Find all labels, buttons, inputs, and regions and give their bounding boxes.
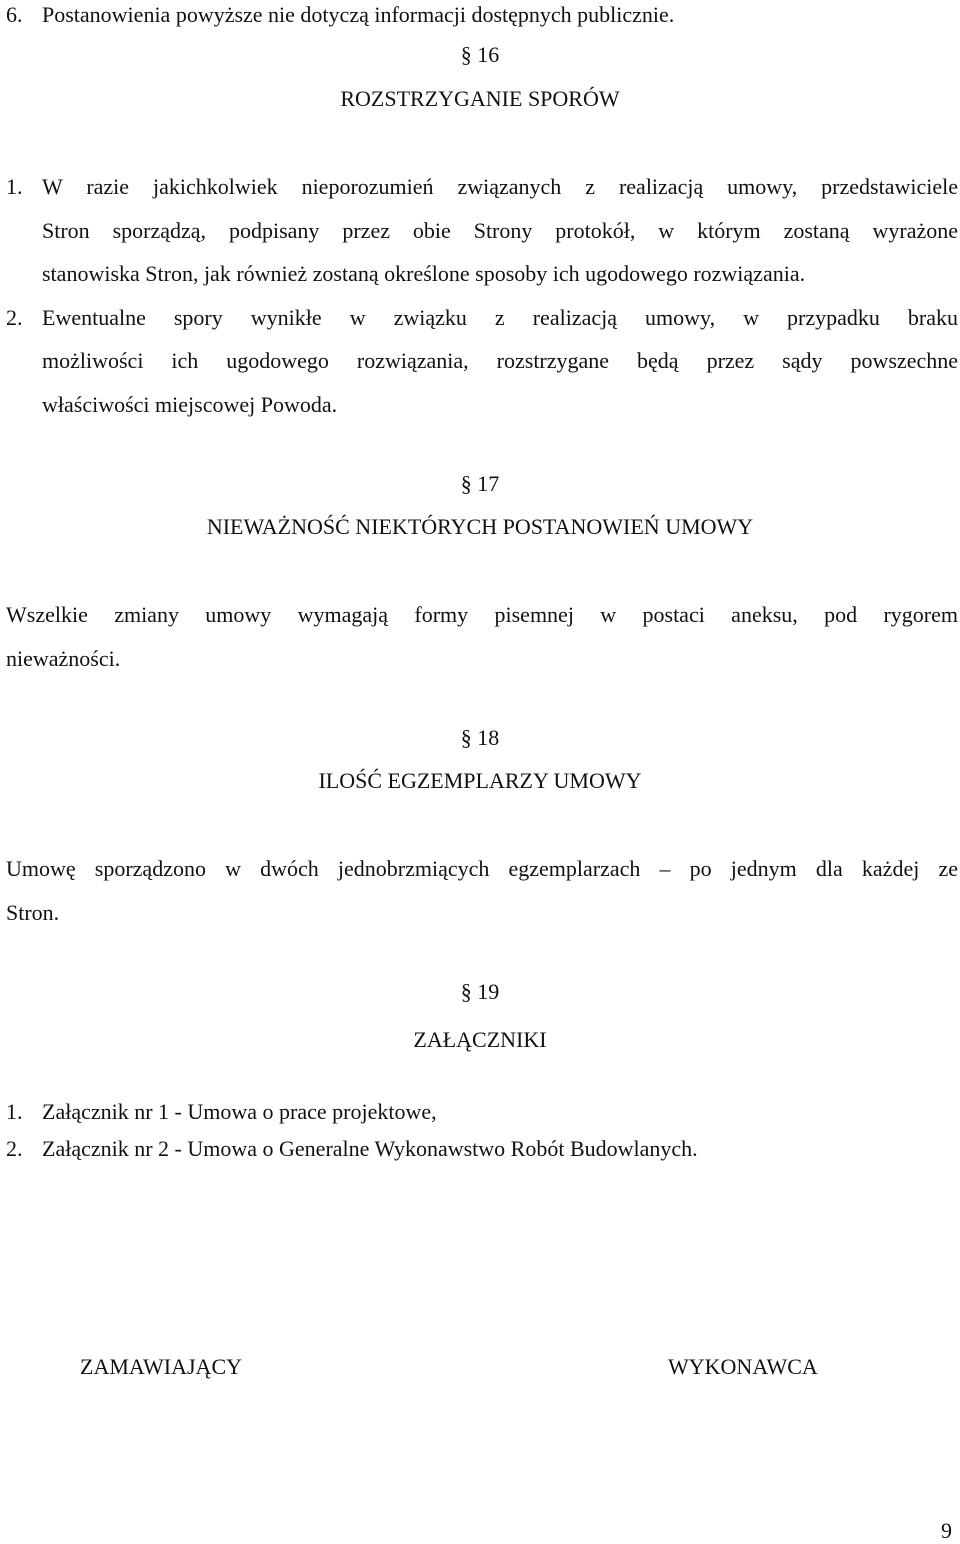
item-6-text: Postanowienia powyższe nie dotyczą informacji dostępnych publicznie. (42, 2, 675, 27)
section-16-p1-number: 1. (6, 174, 23, 199)
page-number: 9 (941, 1518, 952, 1543)
section-16-p1-line-2: Stron sporządzą, podpisany przez obie Strony protokół, w którym zostaną wyrażone (42, 218, 958, 243)
section-19-title: ZAŁĄCZNIKI (413, 1027, 547, 1052)
item-6-number: 6. (6, 2, 23, 27)
section-18-number: § 18 (460, 725, 500, 750)
signature-label-contractor: WYKONAWCA (668, 1354, 818, 1379)
section-18-line-2: Stron. (6, 900, 60, 925)
section-18-title: ILOŚĆ EGZEMPLARZY UMOWY (318, 768, 642, 793)
section-17-title: NIEWAŻNOŚĆ NIEKTÓRYCH POSTANOWIEŃ UMOWY (206, 514, 754, 539)
attachment-1-text: Załącznik nr 1 - Umowa o prace projektowe, (42, 1099, 437, 1124)
section-16-p1-line-1: W razie jakichkolwiek nieporozumień związanych z realizacją umowy, przedstawiciele (42, 174, 958, 199)
section-17-line-2: nieważności. (6, 646, 121, 671)
section-18-line-1: Umowę sporządzono w dwóch jednobrzmiących egzemplarzach – po jednym dla każdej ze (6, 856, 958, 881)
section-16-p2-line-2: możliwości ich ugodowego rozwiązania, rozstrzygane będą przez sądy powszechne (42, 348, 958, 373)
section-19-number: § 19 (460, 979, 500, 1004)
attachment-1-number: 1. (6, 1099, 23, 1124)
section-16-p2-line-1: Ewentualne spory wynikłe w związku z realizacją umowy, w przypadku braku (42, 305, 958, 330)
section-16-p1-line-3: stanowiska Stron, jak również zostaną określone sposoby ich ugodowego rozwiązania. (42, 261, 806, 286)
attachment-2-number: 2. (6, 1136, 23, 1161)
section-17-number: § 17 (460, 471, 500, 496)
section-17-line-1: Wszelkie zmiany umowy wymagają formy pisemnej w postaci aneksu, pod rygorem (6, 602, 958, 627)
attachment-2-text: Załącznik nr 2 - Umowa o Generalne Wykonawstwo Robót Budowlanych. (42, 1136, 698, 1161)
section-16-p2-line-3: właściwości miejscowej Powoda. (42, 392, 338, 417)
section-16-p2-number: 2. (6, 305, 23, 330)
section-16-title: ROZSTRZYGANIE SPORÓW (340, 86, 620, 111)
section-16-number: § 16 (460, 42, 500, 67)
signature-label-client: ZAMAWIAJĄCY (80, 1354, 243, 1379)
